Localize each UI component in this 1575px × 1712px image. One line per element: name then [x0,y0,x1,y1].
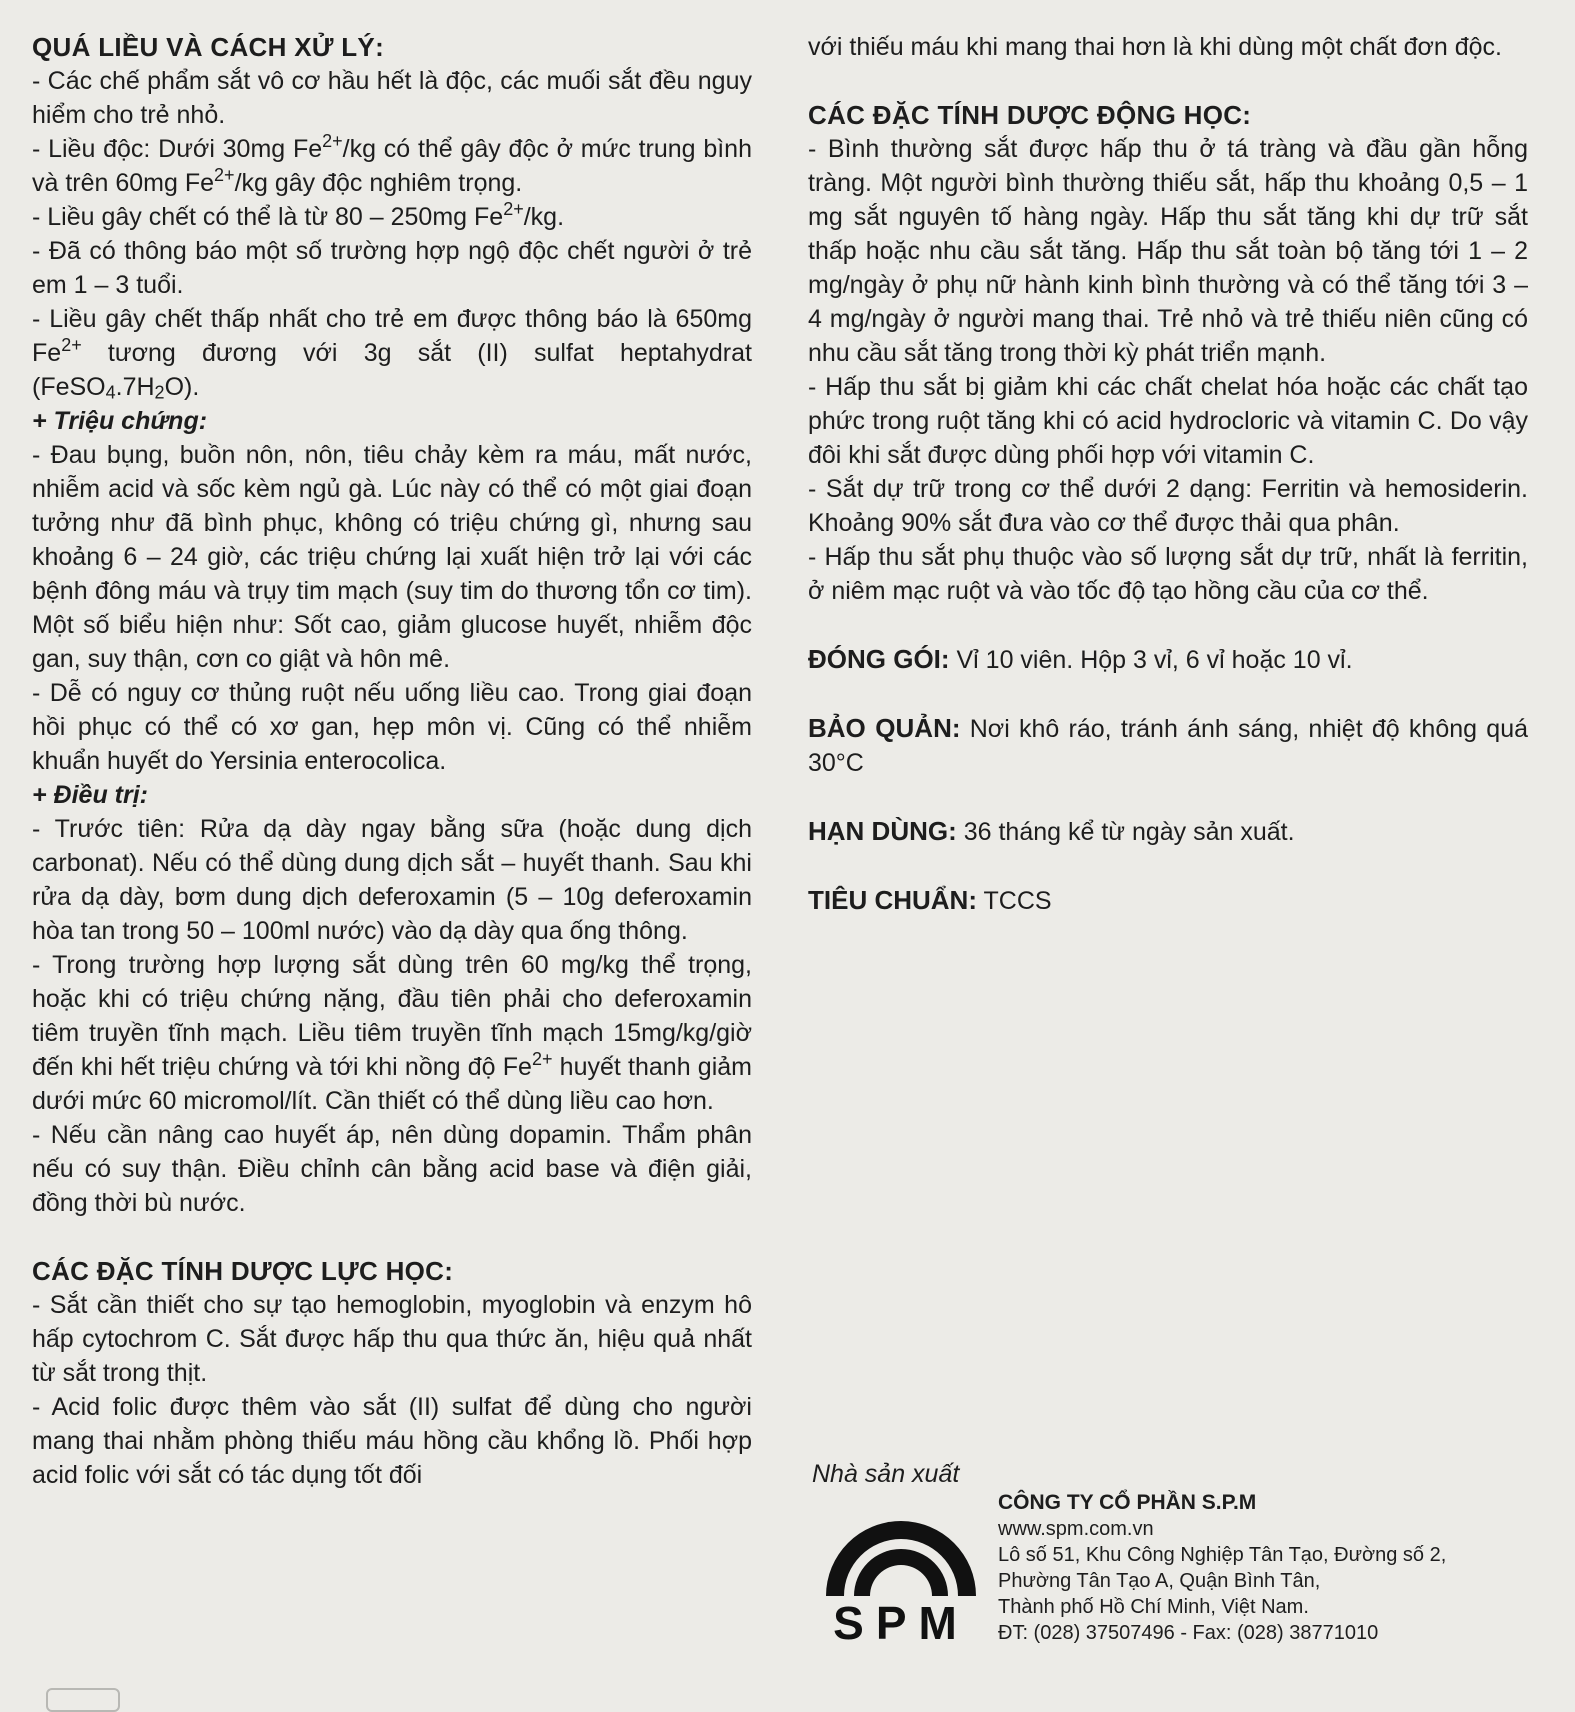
iron-charge: 2+ [531,1049,553,1070]
expiry-label: HẠN DÙNG: [808,816,957,846]
packaging-line [808,642,1528,677]
treatment-paragraph [32,948,752,1118]
treatment-paragraph: - Trước tiên: Rửa dạ dày ngay bằng sữa (hoặc dung dịch carbonat). Nếu có thể dùng dung dịch sắt – huyết thanh. Sau khi rửa dạ dày, bơm dung dịch deferoxamin (5 – 10g deferoxamin hòa tan trong 50 – 100ml nước) vào dạ dày qua ống thông. [32,815,752,945]
text-span: .7H [115,373,155,401]
poisoning-report-paragraph: - Đã có thông báo một số trường hợp ngộ độc chết người ở trẻ em 1 – 3 tuổi. [32,237,752,299]
spacer [808,608,1528,642]
text-span: /kg có thể gây độc ở mức trung bình và trên 60mg Fe [32,135,752,197]
spacer [808,677,1528,711]
text-span: tương đương với 3g sắt (II) sulfat heptahydrat (FeSO [32,339,752,401]
storage-label: BẢO QUẢN: [808,713,961,743]
right-column [808,30,1528,918]
subscript: 4 [105,382,116,403]
expiry-line [808,814,1528,849]
packaging-label: ĐÓNG GÓI: [808,644,950,674]
text-span: - Trong trường hợp lượng sắt dùng trên 60 mg/kg thể trọng, hoặc khi có triệu chứng nặng, đầu tiên phải cho deferoxamin tiêm truyền tĩnh mạch. Liều tiêm truyền tĩnh mạch 15mg/kg/giờ đến khi hết triệu chứng và tới khi nồng độ Fe [32,951,752,1081]
text-span: /kg gây độc nghiêm trọng. [234,169,523,197]
spacer [32,1220,752,1254]
pharmacokinetics-heading: CÁC ĐẶC TÍNH DƯỢC ĐỘNG HỌC: [808,100,1252,130]
pharmacodynamics-heading: CÁC ĐẶC TÍNH DƯỢC LỰC HỌC: [32,1256,454,1286]
company-address: Lô số 51, Khu Công Nghiệp Tân Tạo, Đường số 2, [998,1544,1447,1566]
subscript: 2 [154,382,165,403]
iron-charge: 2+ [322,131,343,152]
standard-value: TCCS [977,887,1052,915]
company-address: Phường Tân Tạo A, Quận Bình Tân, [998,1570,1321,1592]
pharmacokinetics-paragraph: - Bình thường sắt được hấp thu ở tá tràng và đầu gần hỗng tràng. Một người bình thường thiếu sắt, hấp thu khoảng 0,5 – 1 mg sắt nguyên tố hàng ngày. Hấp thu sắt tăng khi dự trữ sắt thấp hoặc nhu cầu sắt tăng. Hấp thu sắt toàn bộ tăng tới 1 – 2 mg/ngày ở phụ nữ hành kinh bình thường và có thể tăng tới 3 – 4 mg/ngày ở người mang thai. Trẻ nhỏ và trẻ thiếu niên cũng có nhu cầu sắt tăng trong thời kỳ phát triển mạnh. [808,135,1528,367]
iron-charge: 2+ [503,199,524,220]
packaging-value: Vỉ 10 viên. Hộp 3 vỉ, 6 vỉ hoặc 10 vỉ. [949,646,1353,674]
treatment-label: + Điều trị: [32,781,148,809]
manufacturer-info [998,1490,1538,1646]
text-span: /kg. [523,203,565,231]
company-address: Thành phố Hồ Chí Minh, Việt Nam. [998,1596,1309,1618]
text-span: - Liều gây chết thấp nhất cho trẻ em được thông báo là 650mg Fe [32,305,752,367]
expiry-value: 36 tháng kể từ ngày sản xuất. [956,818,1295,846]
overdose-heading: QUÁ LIỀU VÀ CÁCH XỬ LÝ: [32,32,385,62]
lowest-lethal-dose-paragraph [32,302,752,404]
storage-line [808,711,1528,780]
treatment-paragraph: - Nếu cần nâng cao huyết áp, nên dùng dopamin. Thẩm phân nếu có suy thận. Điều chỉnh cân bằng acid base và điện giải, đồng thời bù nước. [32,1121,752,1217]
storage-value: Nơi khô ráo, tránh ánh sáng, nhiệt độ không quá 30°C [808,715,1528,777]
pharmacodynamics-paragraph: - Sắt cần thiết cho sự tạo hemoglobin, myoglobin và enzym hô hấp cytochrom C. Sắt được hấp thu qua thức ăn, hiệu quả nhất từ sắt trong thịt. [32,1291,752,1387]
symptoms-paragraph: - Dễ có nguy cơ thủng ruột nếu uống liều cao. Trong giai đoạn hồi phục có thể có xơ gan, hẹp môn vị. Cũng có thể nhiễm khuẩn huyết do Yersinia enterocolica. [32,679,752,775]
continued-paragraph: với thiếu máu khi mang thai hơn là khi dùng một chất đơn độc. [808,33,1503,61]
lethal-dose-paragraph [32,200,752,234]
company-name: CÔNG TY CỔ PHẦN S.P.M [998,1491,1257,1514]
spacer [808,64,1528,98]
standard-line [808,883,1528,918]
corner-mark [46,1688,120,1712]
text-span: huyết thanh giảm dưới mức 60 micromol/lít. Cần thiết có thể dùng liều cao hơn. [32,1053,752,1115]
iron-charge: 2+ [61,335,82,356]
text-span: - Liều độc: Dưới 30mg Fe [32,135,323,163]
pharmacokinetics-paragraph: - Hấp thu sắt bị giảm khi các chất chelat hóa hoặc các chất tạo phức trong ruột tăng khi có acid hydrocloric và vitamin C. Do vậy đôi khi sắt được dùng phối hợp với vitamin C. [808,373,1528,469]
manufacturer-title: Nhà sản xuất [812,1460,960,1488]
company-website: www.spm.com.vn [998,1518,1154,1540]
symptoms-label: + Triệu chứng: [32,407,208,435]
pharmacokinetics-paragraph: - Sắt dự trữ trong cơ thể dưới 2 dạng: Ferritin và hemosiderin. Khoảng 90% sắt đưa vào cơ thể được thải qua phân. [808,475,1528,537]
manufacturer-block [812,1460,1532,1660]
standard-label: TIÊU CHUẨN: [808,885,977,915]
text-span: - Liều gây chết có thể là từ 80 – 250mg Fe [32,203,504,231]
spm-logo-text: SPM [833,1597,969,1649]
symptoms-paragraph: - Đau bụng, buồn nôn, nôn, tiêu chảy kèm ra máu, mất nước, nhiễm acid và sốc kèm ngủ gà. Lúc này có thể có một giai đoạn tưởng như đã bình phục, không có triệu chứng gì, nhưng sau khoảng 6 – 24 giờ, các triệu chứng lại xuất hiện trở lại với các bệnh đông máu và trụy tim mạch (suy tim do thương tổn cơ tim). Một số biểu hiện như: Sốt cao, giảm glucose huyết, nhiễm độc gan, suy thận, cơn co giật và hôn mê. [32,441,752,673]
pharmacodynamics-paragraph: - Acid folic được thêm vào sắt (II) sulfat để dùng cho người mang thai nhằm phòng thiếu máu hồng cầu khổng lồ. Phối hợp acid folic với sắt có tác dụng tốt đối [32,1393,752,1489]
text-span: O). [164,373,200,401]
company-contact: ĐT: (028) 37507496 - Fax: (028) 38771010 [998,1622,1379,1644]
spacer [808,849,1528,883]
spacer [808,780,1528,814]
overdose-paragraph: - Các chế phẩm sắt vô cơ hầu hết là độc, các muối sắt đều nguy hiểm cho trẻ nhỏ. [32,67,752,129]
toxic-dose-paragraph [32,132,752,200]
pharmacokinetics-paragraph: - Hấp thu sắt phụ thuộc vào số lượng sắt dự trữ, nhất là ferritin, ở niêm mạc ruột và vào tốc độ tạo hồng cầu của cơ thể. [808,543,1528,605]
iron-charge: 2+ [214,165,235,186]
left-column [32,30,752,1492]
